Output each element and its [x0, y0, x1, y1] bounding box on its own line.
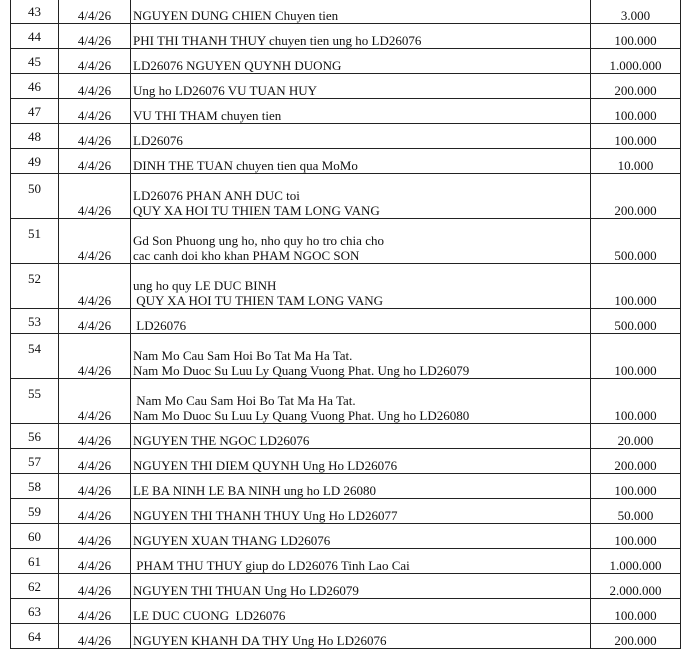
- ledger-body: [11, 0, 681, 649]
- row-amount: 100.000: [591, 474, 681, 499]
- row-description: [131, 334, 591, 379]
- row-description: [131, 379, 591, 424]
- table-row: [11, 309, 681, 334]
- table-row: [11, 449, 681, 474]
- table-row: [11, 599, 681, 624]
- row-date: 4/4/26: [59, 264, 131, 309]
- table-row: [11, 174, 681, 219]
- row-date: 4/4/26: [59, 219, 131, 264]
- description-line: QUY XA HOI TU THIEN TAM LONG VANG: [133, 203, 380, 218]
- row-description: [131, 474, 591, 499]
- description-line: QUY XA HOI TU THIEN TAM LONG VANG: [133, 293, 384, 308]
- description-line: NGUYEN KHANH DA THY Ung Ho LD26076: [133, 633, 387, 648]
- row-description: [131, 24, 591, 49]
- row-description: [131, 0, 591, 24]
- row-description: [131, 49, 591, 74]
- row-amount: 100.000: [591, 264, 681, 309]
- description-line: Nam Mo Cau Sam Hoi Bo Tat Ma Ha Tat.: [133, 393, 356, 408]
- table-row: [11, 219, 681, 264]
- row-number: 57: [11, 449, 59, 474]
- row-date: 4/4/26: [59, 99, 131, 124]
- row-number: 52: [11, 264, 59, 309]
- description-line: Gd Son Phuong ung ho, nho quy ho tro chia cho: [133, 233, 384, 248]
- table-row: [11, 474, 681, 499]
- description-line: Nam Mo Cau Sam Hoi Bo Tat Ma Ha Tat.: [133, 348, 353, 363]
- table-row: [11, 624, 681, 649]
- row-amount: 500.000: [591, 219, 681, 264]
- row-number: 50: [11, 174, 59, 219]
- row-date: 4/4/26: [59, 524, 131, 549]
- donation-ledger-table: [10, 0, 681, 649]
- row-date: 4/4/26: [59, 449, 131, 474]
- row-date: 4/4/26: [59, 549, 131, 574]
- row-amount: 100.000: [591, 599, 681, 624]
- table-row: [11, 379, 681, 424]
- row-date: 4/4/26: [59, 599, 131, 624]
- table-row: [11, 49, 681, 74]
- row-description: [131, 309, 591, 334]
- description-line: LD26076: [133, 318, 187, 333]
- description-line: LD26076 NGUYEN QUYNH DUONG: [133, 58, 342, 73]
- row-number: 58: [11, 474, 59, 499]
- row-amount: 100.000: [591, 24, 681, 49]
- description-line: NGUYEN THI THANH THUY Ung Ho LD26077: [133, 508, 398, 523]
- description-line: NGUYEN DUNG CHIEN Chuyen tien: [133, 8, 339, 23]
- row-description: [131, 219, 591, 264]
- row-description: [131, 124, 591, 149]
- row-description: [131, 499, 591, 524]
- row-description: [131, 424, 591, 449]
- row-date: 4/4/26: [59, 334, 131, 379]
- table-row: [11, 264, 681, 309]
- row-date: 4/4/26: [59, 149, 131, 174]
- description-line: NGUYEN XUAN THANG LD26076: [133, 533, 331, 548]
- row-number: 55: [11, 379, 59, 424]
- table-row: [11, 524, 681, 549]
- row-description: [131, 74, 591, 99]
- row-number: 61: [11, 549, 59, 574]
- row-date: 4/4/26: [59, 574, 131, 599]
- description-line: LD26076: [133, 133, 183, 148]
- row-date: 4/4/26: [59, 499, 131, 524]
- row-date: 4/4/26: [59, 309, 131, 334]
- row-number: 59: [11, 499, 59, 524]
- description-line: NGUYEN THI DIEM QUYNH Ung Ho LD26076: [133, 458, 398, 473]
- table-row: [11, 424, 681, 449]
- table-row: [11, 334, 681, 379]
- row-number: 49: [11, 149, 59, 174]
- row-number: 51: [11, 219, 59, 264]
- description-line: PHI THI THANH THUY chuyen tien ung ho LD26076: [133, 33, 422, 48]
- description-line: LE DUC CUONG LD26076: [133, 608, 286, 623]
- row-description: [131, 99, 591, 124]
- row-date: 4/4/26: [59, 49, 131, 74]
- table-row: [11, 574, 681, 599]
- row-date: 4/4/26: [59, 24, 131, 49]
- row-number: 56: [11, 424, 59, 449]
- table-row: [11, 99, 681, 124]
- row-description: [131, 574, 591, 599]
- row-date: 4/4/26: [59, 379, 131, 424]
- description-line: Ung ho LD26076 VU TUAN HUY: [133, 83, 318, 98]
- table-row: [11, 149, 681, 174]
- description-line: PHAM THU THUY giup do LD26076 Tinh Lao Cai: [133, 558, 410, 573]
- description-line: Nam Mo Duoc Su Luu Ly Quang Vuong Phat. Ung ho LD26079: [133, 363, 470, 378]
- row-description: [131, 599, 591, 624]
- row-amount: 20.000: [591, 424, 681, 449]
- row-date: 4/4/26: [59, 174, 131, 219]
- row-amount: 3.000: [591, 0, 681, 24]
- row-number: 62: [11, 574, 59, 599]
- row-number: 44: [11, 24, 59, 49]
- row-amount: 50.000: [591, 499, 681, 524]
- row-number: 60: [11, 524, 59, 549]
- description-line: cac canh doi kho khan PHAM NGOC SON: [133, 248, 360, 263]
- row-description: [131, 449, 591, 474]
- row-amount: 1.000.000: [591, 549, 681, 574]
- table-row: [11, 549, 681, 574]
- row-date: 4/4/26: [59, 624, 131, 649]
- table-row: [11, 0, 681, 24]
- description-line: DINH THE TUAN chuyen tien qua MoMo: [133, 158, 358, 173]
- row-date: 4/4/26: [59, 124, 131, 149]
- table-row: [11, 499, 681, 524]
- row-number: 54: [11, 334, 59, 379]
- table-row: [11, 124, 681, 149]
- row-amount: 200.000: [591, 174, 681, 219]
- row-number: 43: [11, 0, 59, 24]
- row-number: 63: [11, 599, 59, 624]
- row-amount: 100.000: [591, 124, 681, 149]
- description-line: LE BA NINH LE BA NINH ung ho LD 26080: [133, 483, 377, 498]
- row-date: 4/4/26: [59, 424, 131, 449]
- row-amount: 1.000.000: [591, 49, 681, 74]
- description-line: NGUYEN THE NGOC LD26076: [133, 433, 310, 448]
- row-description: [131, 524, 591, 549]
- row-amount: 100.000: [591, 99, 681, 124]
- row-description: [131, 264, 591, 309]
- row-date: 4/4/26: [59, 74, 131, 99]
- description-line: VU THI THAM chuyen tien: [133, 108, 282, 123]
- table-row: [11, 24, 681, 49]
- row-amount: 2.000.000: [591, 574, 681, 599]
- description-line: LD26076 PHAN ANH DUC toi: [133, 188, 300, 203]
- row-amount: 200.000: [591, 449, 681, 474]
- description-line: ung ho quy LE DUC BINH: [133, 278, 277, 293]
- row-number: 45: [11, 49, 59, 74]
- table-row: [11, 74, 681, 99]
- row-description: [131, 174, 591, 219]
- row-description: [131, 624, 591, 649]
- row-description: [131, 149, 591, 174]
- row-amount: 500.000: [591, 309, 681, 334]
- row-date: 4/4/26: [59, 474, 131, 499]
- row-amount: 200.000: [591, 624, 681, 649]
- row-number: 48: [11, 124, 59, 149]
- row-amount: 200.000: [591, 74, 681, 99]
- row-number: 53: [11, 309, 59, 334]
- description-line: Nam Mo Duoc Su Luu Ly Quang Vuong Phat. Ung ho LD26080: [133, 408, 470, 423]
- row-amount: 100.000: [591, 334, 681, 379]
- row-number: 47: [11, 99, 59, 124]
- row-amount: 100.000: [591, 379, 681, 424]
- row-description: [131, 549, 591, 574]
- description-line: NGUYEN THI THUAN Ung Ho LD26079: [133, 583, 359, 598]
- row-number: 46: [11, 74, 59, 99]
- row-number: 64: [11, 624, 59, 649]
- row-date: 4/4/26: [59, 0, 131, 24]
- row-amount: 10.000: [591, 149, 681, 174]
- row-amount: 100.000: [591, 524, 681, 549]
